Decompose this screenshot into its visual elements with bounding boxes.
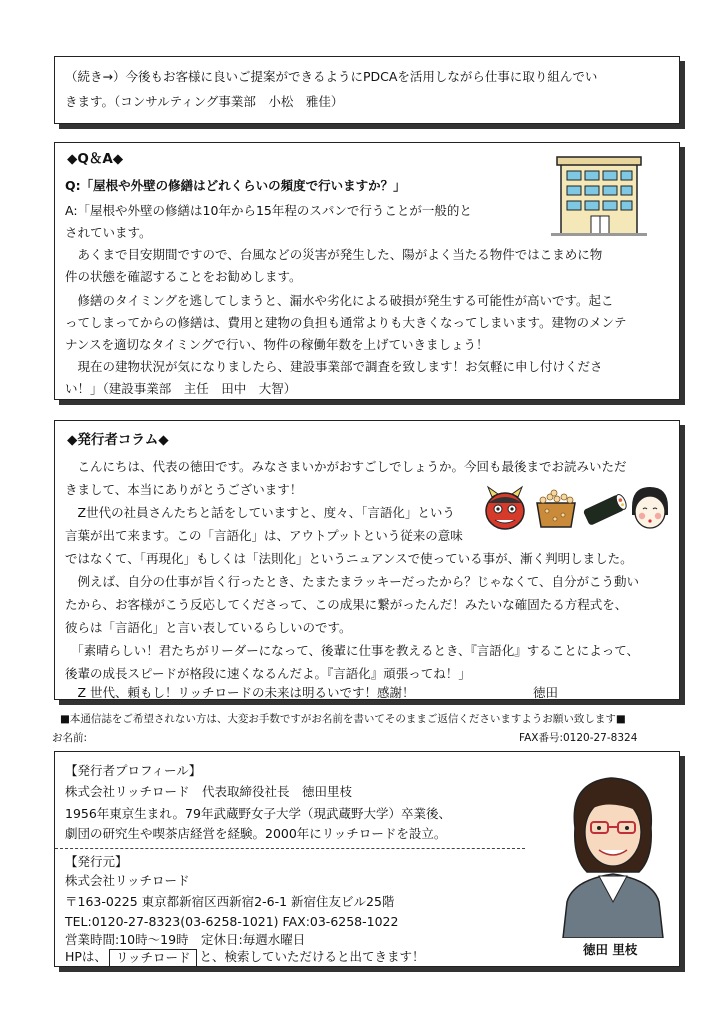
qa-line: ナンスを適切なタイミングで行い、物件の稼働年数を上げていきましょう！: [65, 337, 489, 352]
profile-line: 劇団の研究生や喫茶店経営を経験。2000年にリッチロードを設立。: [65, 826, 447, 841]
publisher-heading: 【発行元】: [65, 854, 128, 869]
column-line: きまして、本当にありがとうございます！: [65, 482, 303, 497]
okame-mask-icon: [628, 485, 672, 531]
hp-prefix: HPは、: [65, 949, 107, 964]
unsubscribe-notice: ■本通信誌をご希望されない方は、大変お手数ですがお名前を書いてそのままご返信くださいますようお願い致します■: [60, 713, 626, 725]
qa-line: されています。: [65, 225, 152, 240]
column-line: こんにちは、代表の徳田です。みなさまいかがおすごしでしょうか。今回も最後までお読みいただ: [65, 459, 627, 474]
hp-line: [65, 947, 424, 967]
fax-number: FAX番号:0120-27-8324: [519, 732, 638, 744]
qa-line: 修繕のタイミングを逃してしまうと、漏水や劣化による破損が発生する可能性が高いです。起こ: [65, 293, 614, 308]
name-label: お名前:: [52, 732, 88, 744]
qa-line: A:「屋根や外壁の修繕は10年から15年程のスパンで行うことが一般的と: [65, 203, 472, 218]
publisher-line: 株式会社リッチロード: [65, 873, 190, 888]
continued-line-2: きます。（コンサルティング事業部 小松 雅佳）: [65, 94, 344, 109]
portrait-caption: 徳田 里枝: [583, 942, 638, 957]
qa-line: い！」（建設事業部 主任 田中 大智）: [65, 381, 297, 396]
column-line: たから、お客様がこう反応してくださって、この成果に繋がったんだ！みたいな確固たる方程式を、: [65, 597, 628, 612]
publisher-line: TEL:0120-27-8323(03-6258-1021) FAX:03-6258-1022: [65, 914, 399, 929]
oni-mask-icon: [480, 485, 530, 531]
column-line: Z世代の社員さんたちと話をしていますと、度々、「言語化」という: [65, 505, 455, 520]
column-heading: ◆発行者コラム◆: [67, 432, 169, 448]
roasted-beans-icon: [533, 489, 579, 531]
column-line: 言葉が出て来ます。この「言語化」は、アウトプットという従来の意味: [65, 528, 463, 543]
column-line: ではなくて、「再現化」もしくは「法則化」というニュアンスで使っている事が、漸く判明しました。: [65, 551, 633, 566]
ehomaki-icon: [581, 489, 627, 531]
profile-heading: 【発行者プロフィール】: [65, 763, 202, 778]
profile-divider: [55, 848, 525, 849]
column-line: 後輩の成長スピードが格段に速くなるんだよ。『言語化』頑張ってね！」: [65, 666, 471, 681]
hp-suffix: と、検索していただけると出てきます！: [199, 949, 425, 964]
column-line: 「素晴らしい！君たちがリーダーになって、後輩に仕事を教えるとき、『言語化』することによって、: [65, 643, 640, 658]
profile-line: 1956年東京生まれ。79年武蔵野女子大学（現武蔵野大学）卒業後、: [65, 806, 451, 821]
qa-question: Q:「屋根や外壁の修繕はどれくらいの頻度で行いますか？」: [65, 178, 406, 193]
search-keyword-box: リッチロード: [109, 949, 198, 967]
qa-box: [54, 142, 680, 400]
qa-line: ってしまってからの修繕は、費用と建物の負担も通常よりも大きくなってしまいます。建物のメンテ: [65, 315, 627, 330]
continued-box: [54, 56, 680, 124]
continued-line-1: （続き→）今後もお客様に良いご提案ができるようにPDCAを活用しながら仕事に取り組んでい: [65, 69, 598, 84]
building-icon: [547, 153, 651, 237]
column-signature: 徳田: [533, 685, 559, 700]
profile-box: [54, 751, 680, 967]
qa-heading: ◆Q＆A◆: [67, 151, 124, 167]
publisher-line: 〒163-0225 東京都新宿区西新宿2-6-1 新宿住友ビル25階: [65, 894, 395, 909]
qa-line: あくまで目安期間ですので、台風などの災害が発生した、陽がよく当たる物件ではこまめに物: [65, 247, 603, 262]
qa-line: 件の状態を確認することをお勧めします。: [65, 269, 302, 284]
column-line: Z 世代、頼もし！リッチロードの未来は明るいです！感謝！: [65, 685, 415, 700]
column-line: 彼らは「言語化」と言い表しているらしいのです。: [65, 620, 352, 635]
portrait-icon: [553, 762, 673, 938]
qa-line: 現在の建物状況が気になりましたら、建設事業部で調査を致します！お気軽に申し付けくださ: [65, 359, 603, 374]
column-line: 例えば、自分の仕事が旨く行ったとき、たまたまラッキーだったから？じゃなくて、自分がこう動い: [65, 574, 640, 589]
profile-line: 株式会社リッチロード 代表取締役社長 徳田里枝: [65, 784, 353, 799]
publisher-line: 営業時間:10時～19時 定休日:毎週水曜日: [65, 932, 306, 947]
column-box: [54, 420, 680, 700]
